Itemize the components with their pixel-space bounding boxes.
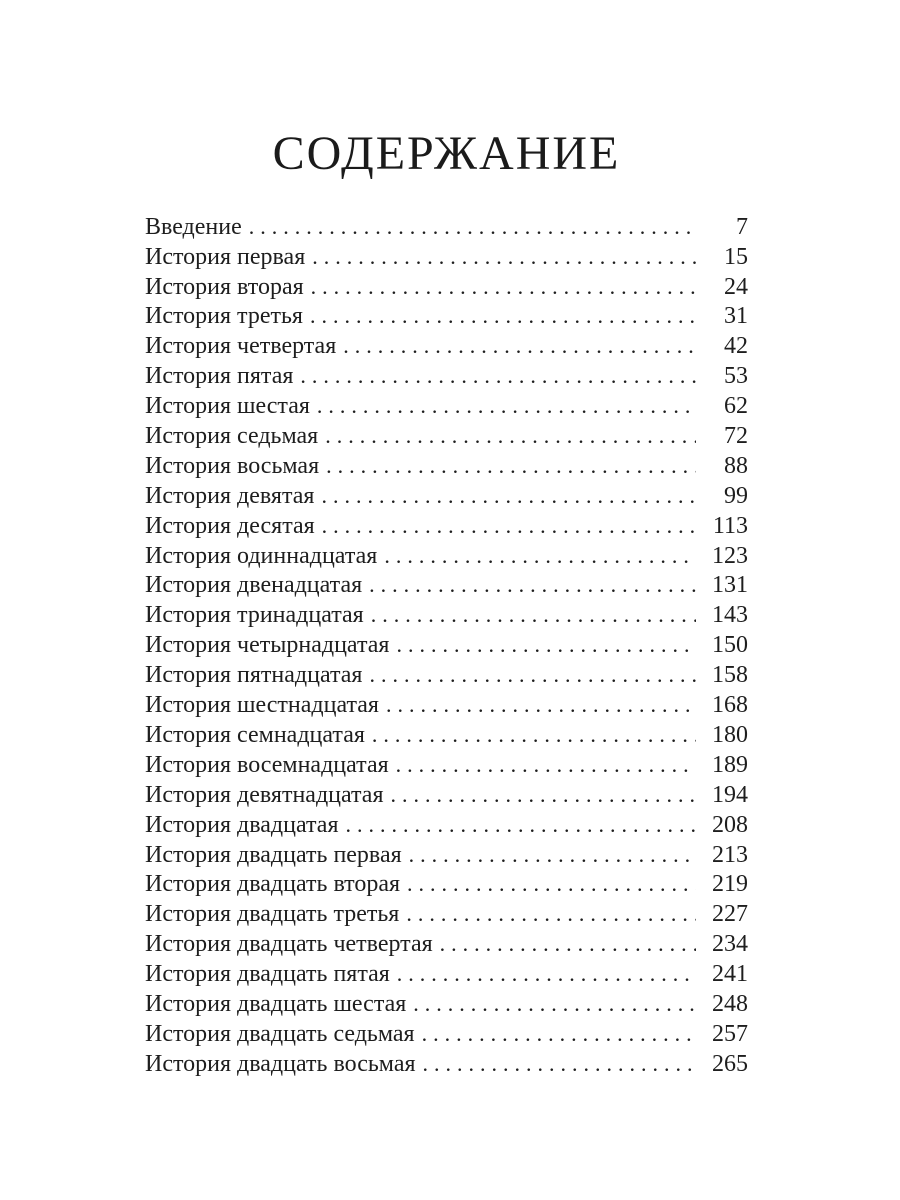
toc-entry-page-number: 219 [712, 871, 748, 898]
toc-entry [145, 720, 748, 750]
dot-leader [312, 242, 696, 273]
toc-entry-page-number: 7 [736, 213, 748, 240]
toc-entry [145, 272, 748, 302]
toc-entry [145, 899, 748, 929]
toc-entry-page-number: 113 [712, 512, 748, 539]
toc-entry-page-number: 180 [712, 721, 748, 748]
toc-entry-label: История десятая [145, 512, 315, 539]
toc-entry-label: История двадцать восьмая [145, 1050, 416, 1077]
toc-entry [145, 1049, 748, 1079]
toc-entry-label: История девятая [145, 482, 315, 509]
toc-entry [145, 780, 748, 810]
toc-entry [145, 391, 748, 421]
toc-entry [145, 331, 748, 361]
toc-entry-label: История седьмая [145, 423, 319, 450]
toc-entry-page-number: 123 [712, 542, 748, 569]
toc-entry [145, 989, 748, 1019]
dot-leader [384, 541, 696, 572]
toc-entry-page-number: 15 [724, 243, 748, 270]
dot-leader [372, 720, 696, 751]
toc-entry-label: История двадцать пятая [145, 961, 390, 988]
toc-entry-label: История двадцать шестая [145, 990, 407, 1017]
toc-entry-label: История шестнадцатая [145, 692, 379, 719]
toc-entry-page-number: 213 [712, 841, 748, 868]
toc-entry [145, 690, 748, 720]
toc-entry [145, 959, 748, 989]
dot-leader [386, 690, 696, 721]
toc-entry-page-number: 150 [712, 632, 748, 659]
toc-entry-label: История двадцать седьмая [145, 1020, 415, 1047]
toc-list [145, 212, 748, 1079]
dot-leader [300, 361, 696, 392]
toc-entry-page-number: 234 [712, 931, 748, 958]
toc-entry-label: История семнадцатая [145, 721, 365, 748]
toc-entry [145, 1019, 748, 1049]
toc-entry-page-number: 189 [712, 751, 748, 778]
toc-entry-label: История двадцать четвертая [145, 931, 433, 958]
toc-entry [145, 541, 748, 571]
dot-leader [407, 869, 696, 900]
dot-leader [371, 600, 696, 631]
toc-entry-label: История пятая [145, 363, 294, 390]
toc-entry-page-number: 131 [712, 572, 748, 599]
toc-entry [145, 421, 748, 451]
dot-leader [345, 810, 696, 841]
toc-entry-page-number: 88 [724, 452, 748, 479]
dot-leader [325, 421, 696, 452]
dot-leader [396, 750, 696, 781]
dot-leader [326, 451, 696, 482]
toc-entry-label: История четвертая [145, 333, 337, 360]
dot-leader [321, 481, 696, 512]
toc-entry [145, 242, 748, 272]
dot-leader [317, 391, 696, 422]
dot-leader [369, 660, 696, 691]
dot-leader [322, 511, 696, 542]
toc-entry-page-number: 194 [712, 781, 748, 808]
toc-entry-label: История двадцать третья [145, 901, 400, 928]
page-title: СОДЕРЖАНИЕ [272, 127, 621, 180]
toc-entry [145, 600, 748, 630]
toc-entry [145, 301, 748, 331]
toc-entry-page-number: 31 [724, 303, 748, 330]
toc-entry-label: История шестая [145, 393, 310, 420]
toc-entry [145, 810, 748, 840]
toc-entry-label: История третья [145, 303, 303, 330]
toc-entry-label: История первая [145, 243, 306, 270]
dot-leader [391, 780, 697, 811]
toc-entry-label: История четырнадцатая [145, 632, 390, 659]
toc-entry-label: История двадцатая [145, 811, 339, 838]
toc-entry [145, 869, 748, 899]
toc-entry-page-number: 257 [712, 1020, 748, 1047]
toc-entry-page-number: 24 [724, 273, 748, 300]
toc-entry-page-number: 168 [712, 692, 748, 719]
toc-entry-page-number: 72 [724, 423, 748, 450]
dot-leader [413, 989, 696, 1020]
toc-entry-page-number: 99 [724, 482, 748, 509]
toc-entry-page-number: 143 [712, 602, 748, 629]
toc-entry-page-number: 42 [724, 333, 748, 360]
dot-leader [440, 929, 696, 960]
toc-entry-label: История двенадцатая [145, 572, 363, 599]
toc-entry-page-number: 62 [724, 393, 748, 420]
dot-leader [406, 899, 696, 930]
toc-entry [145, 750, 748, 780]
toc-entry [145, 361, 748, 391]
toc-entry [145, 840, 748, 870]
toc-entry-page-number: 241 [712, 961, 748, 988]
toc-entry [145, 570, 748, 600]
toc-entry-label: История одиннадцатая [145, 542, 378, 569]
dot-leader [396, 630, 696, 661]
toc-entry-page-number: 248 [712, 990, 748, 1017]
toc-entry-label: История двадцать первая [145, 841, 402, 868]
dot-leader [397, 959, 696, 990]
toc-entry [145, 630, 748, 660]
toc-entry-label: История восемнадцатая [145, 751, 389, 778]
toc-entry-page-number: 227 [712, 901, 748, 928]
toc-entry [145, 511, 748, 541]
toc-entry-label: История тринадцатая [145, 602, 364, 629]
toc-entry [145, 451, 748, 481]
dot-leader [369, 570, 696, 601]
toc-entry-label: История девятнадцатая [145, 781, 384, 808]
toc-entry [145, 660, 748, 690]
toc-entry-label: История двадцать вторая [145, 871, 401, 898]
toc-entry-page-number: 53 [724, 363, 748, 390]
toc-entry [145, 212, 748, 242]
toc-entry-label: История вторая [145, 273, 304, 300]
toc-entry-label: История восьмая [145, 452, 320, 479]
dot-leader [422, 1019, 696, 1050]
toc-entry-label: История пятнадцатая [145, 662, 363, 689]
dot-leader [343, 331, 696, 362]
toc-entry-page-number: 208 [712, 811, 748, 838]
dot-leader [249, 212, 696, 243]
dot-leader [409, 840, 696, 871]
toc-entry-page-number: 265 [712, 1050, 748, 1077]
dot-leader [310, 301, 696, 332]
toc-entry [145, 929, 748, 959]
toc-entry-label: Введение [145, 213, 242, 240]
toc-entry-page-number: 158 [712, 662, 748, 689]
dot-leader [311, 272, 696, 303]
dot-leader [423, 1049, 696, 1080]
toc-entry [145, 481, 748, 511]
